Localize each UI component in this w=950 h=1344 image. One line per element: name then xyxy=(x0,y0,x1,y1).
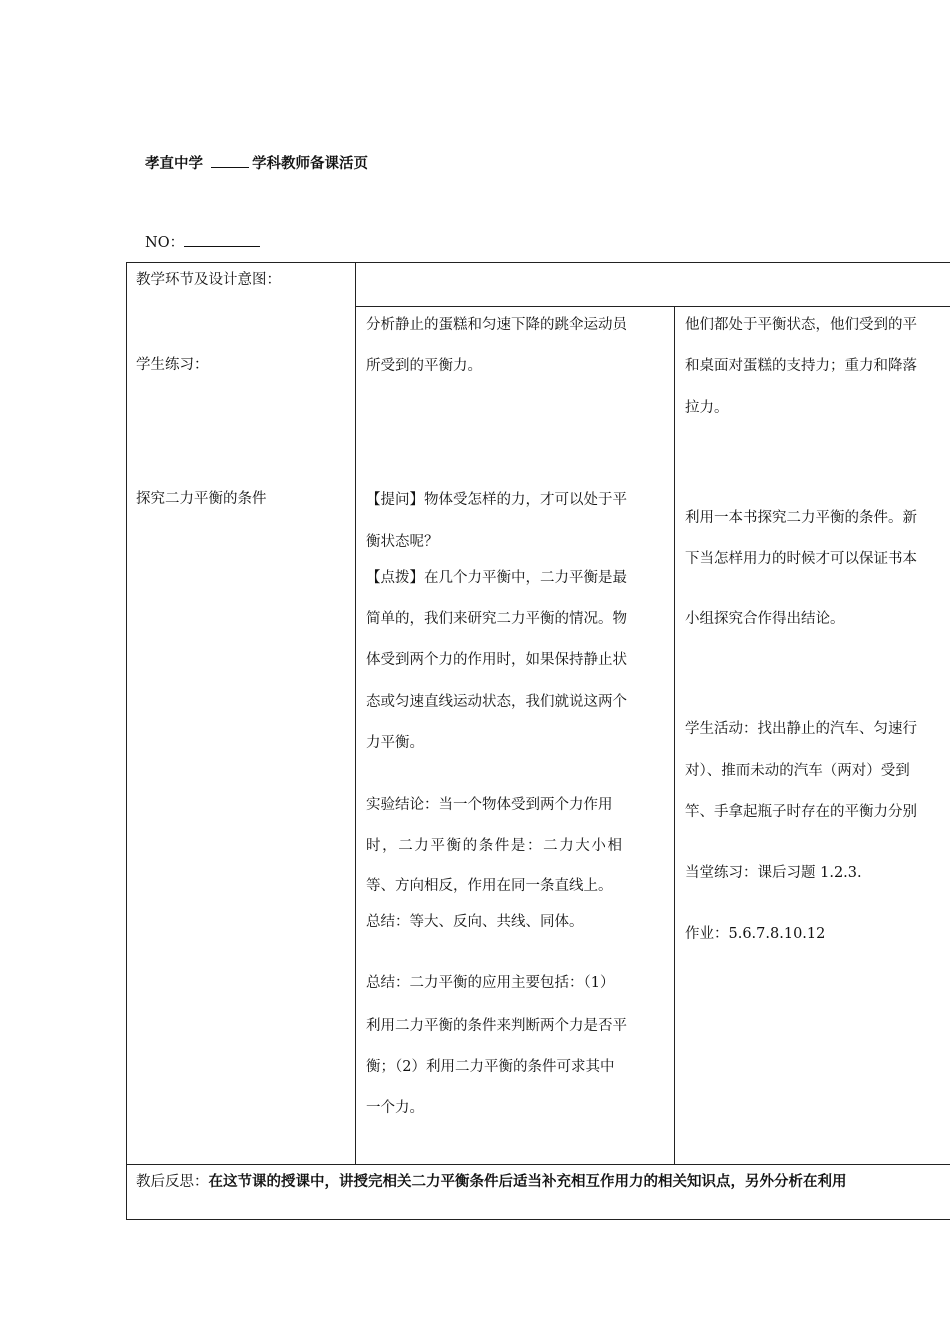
col3-line: 下当怎样用力的时候才可以保证书本 xyxy=(685,551,917,567)
subject-suffix: 学科教师备课活页 xyxy=(252,156,369,172)
col2-line: 力平衡。 xyxy=(366,735,424,751)
col3-line: 竿、手拿起瓶子时存在的平衡力分别 xyxy=(685,804,917,820)
table-divider-col2 xyxy=(674,306,675,1164)
col2-line: 分析静止的蛋糕和匀速下降的跳伞运动员 xyxy=(366,317,627,333)
col2-line: 衡状态呢？ xyxy=(366,534,439,550)
col2-line: 简单的，我们来研究二力平衡的情况。物 xyxy=(366,611,627,627)
table-border-top xyxy=(126,262,950,263)
table-divider-reflection xyxy=(126,1164,950,1165)
col2-line: 一个力。 xyxy=(366,1100,424,1116)
reflection xyxy=(136,1170,847,1191)
col2-line: 态或匀速直线运动状态，我们就说这两个 xyxy=(366,694,627,710)
col3-line: 和桌面对蛋糕的支持力；重力和降落 xyxy=(685,358,917,374)
col2-line: 实验结论：当一个物体受到两个力作用 xyxy=(366,797,613,813)
col1-explore: 探究二力平衡的条件 xyxy=(136,491,267,507)
no-label: NO： xyxy=(145,235,185,251)
table-divider-col1 xyxy=(355,262,356,1164)
col1-practice: 学生练习： xyxy=(136,357,209,373)
col2-line: 体受到两个力的作用时，如果保持静止状 xyxy=(366,652,627,668)
col2-line: 时，二力平衡的条件是：二力大小相 xyxy=(366,838,624,854)
col2-line: 【提问】物体受怎样的力，才可以处于平 xyxy=(366,492,627,508)
col3-line: 他们都处于平衡状态，他们受到的平 xyxy=(685,317,917,333)
table-divider-inner xyxy=(355,306,950,307)
col2-line: 等、方向相反，作用在同一条直线上。 xyxy=(366,878,613,894)
col2-line: 【点拨】在几个力平衡中，二力平衡是最 xyxy=(366,570,627,586)
col3-line: 利用一本书探究二力平衡的条件。新 xyxy=(685,510,917,526)
col3-line: 作业：5.6.7.8.10.12 xyxy=(685,926,826,942)
col3-line: 小组探究合作得出结论。 xyxy=(685,611,845,627)
col3-line: 学生活动：找出静止的汽车、匀速行 xyxy=(685,721,917,737)
number-field xyxy=(145,231,260,252)
col3-line: 对）、推而未动的汽车（两对）受到 xyxy=(685,763,910,779)
table-border-bottom xyxy=(126,1219,950,1220)
reflection-label: 教后反思： xyxy=(136,1174,209,1190)
reflection-text: 在这节课的授课中，讲授完相关二力平衡条件后适当补充相互作用力的相关知识点，另外分析在利用 xyxy=(208,1174,847,1190)
col2-line: 所受到的平衡力。 xyxy=(366,358,482,374)
col3-line: 拉力。 xyxy=(685,400,729,416)
no-blank xyxy=(184,234,260,247)
col2-line: 总结：二力平衡的应用主要包括：（1） xyxy=(366,975,615,991)
col3-line: 当堂练习：课后习题 1.2.3. xyxy=(685,865,862,881)
col2-line: 衡；（2）利用二力平衡的条件可求其中 xyxy=(366,1059,615,1075)
col2-line: 利用二力平衡的条件来判断两个力是否平 xyxy=(366,1018,627,1034)
col2-line: 总结：等大、反向、共线、同体。 xyxy=(366,914,584,930)
school-name: 孝直中学 xyxy=(145,156,203,172)
subject-blank xyxy=(211,155,249,168)
table-border-left xyxy=(126,262,127,1220)
col1-heading: 教学环节及设计意图： xyxy=(136,272,281,288)
page-title xyxy=(145,152,368,173)
